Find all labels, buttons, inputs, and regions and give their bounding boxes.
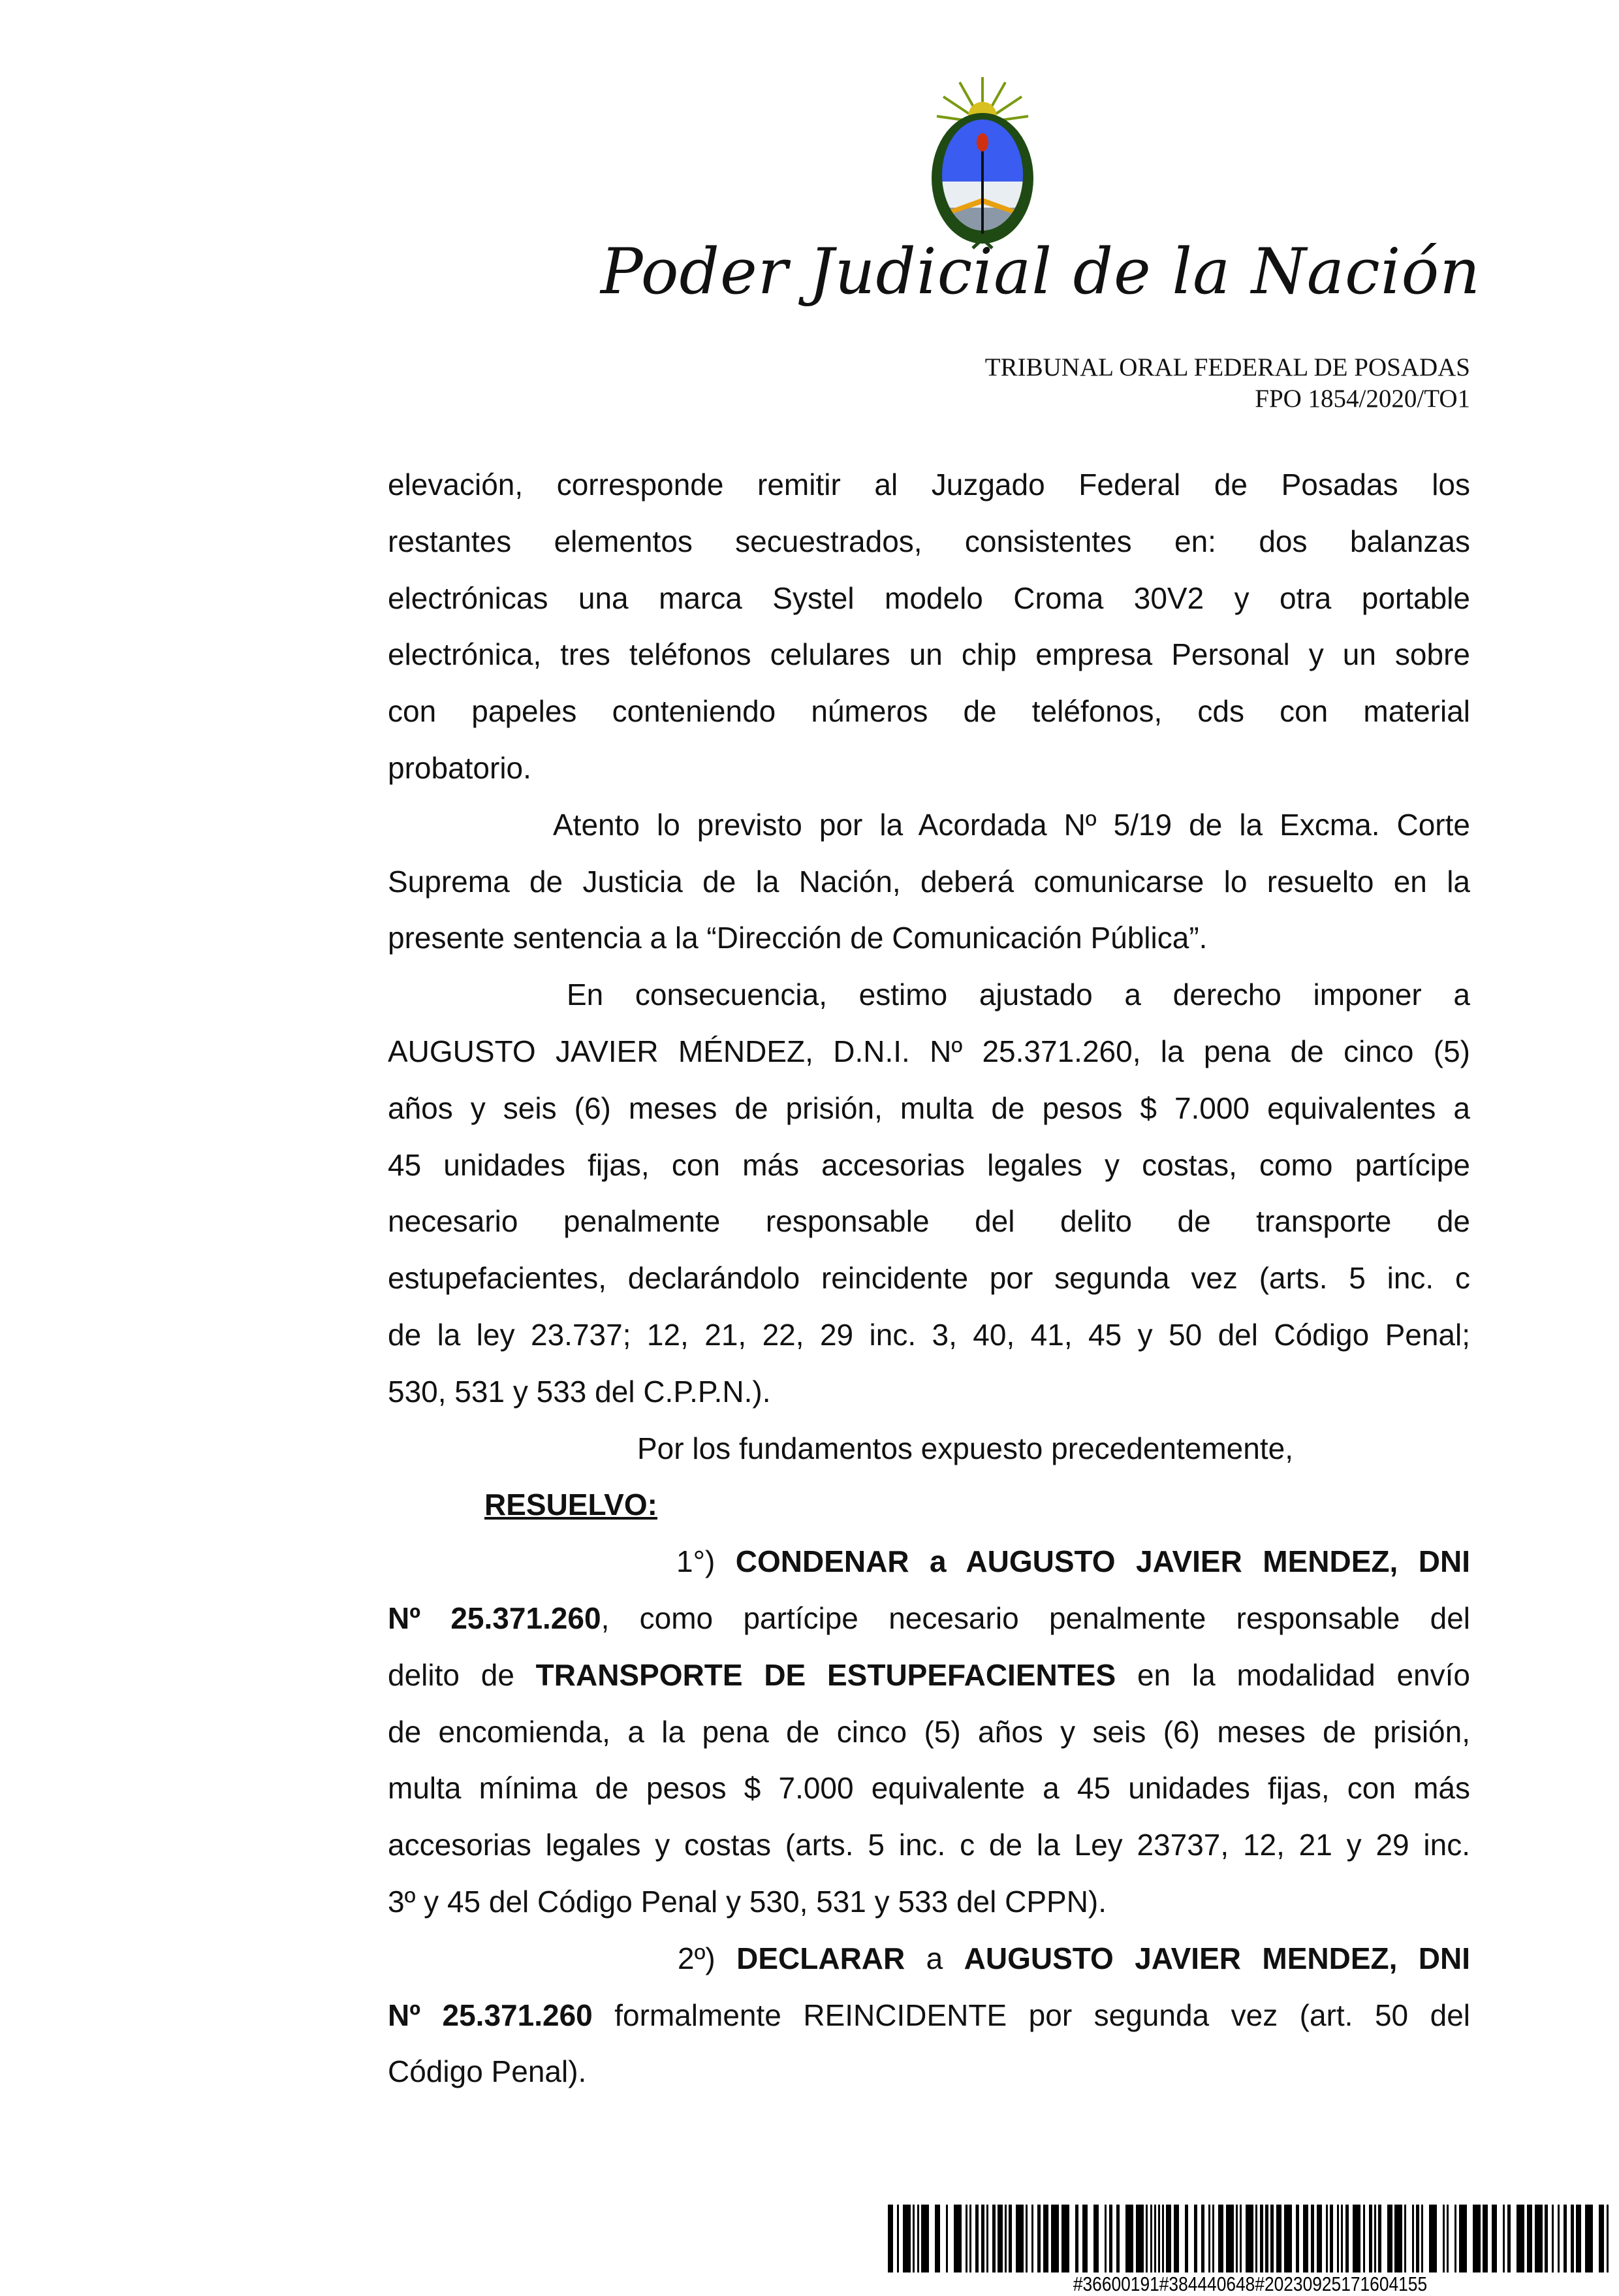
text-segment: años y seis (6) meses de prisión, multa de pesos $ 7.000 equivalentes a [388, 1091, 1470, 1125]
text-segment: en la modalidad envío [1116, 1657, 1471, 1692]
text-segment: estupefacientes, declarándolo reincidente por segunda vez (arts. 5 inc. c [388, 1261, 1470, 1296]
barcode-bar [1255, 2205, 1257, 2272]
barcode-bar [1136, 2205, 1144, 2272]
barcode-bar [1492, 2205, 1497, 2272]
barcode-bar [1212, 2205, 1214, 2272]
barcode-bar [913, 2205, 915, 2272]
text-line [388, 570, 1470, 627]
text-line [388, 910, 1470, 966]
barcode-bar [1416, 2205, 1419, 2272]
argentina-coat-of-arms-icon [920, 77, 1045, 253]
barcode-bar [1105, 2205, 1107, 2272]
barcode-bar [1276, 2205, 1281, 2272]
barcode-bar [1016, 2205, 1024, 2272]
barcode-bar [1246, 2205, 1253, 2272]
barcode-bar [1607, 2205, 1609, 2272]
text-segment: Atento lo previsto por la Acordada Nº 5/19 de la Excma. Corte [553, 807, 1470, 842]
barcode-bar [1317, 2205, 1322, 2272]
barcode-bar [1146, 2205, 1148, 2272]
barcode-bar [1337, 2205, 1339, 2272]
text-line [388, 1476, 1470, 1533]
text-segment: Código Penal). [388, 2054, 587, 2089]
text-segment: a [905, 1941, 964, 1975]
barcode-bar [1330, 2205, 1333, 2272]
document-body [388, 456, 1470, 2100]
barcode-bar [897, 2205, 899, 2272]
barcode-bar [1303, 2205, 1308, 2272]
text-segment: de encomienda, a la pena de cinco (5) años y seis (6) meses de prisión, [388, 1714, 1470, 1749]
text-segment: 530, 531 y 533 del C.P.P.N.). [388, 1374, 771, 1409]
text-segment: Por los fundamentos expuesto precedentemente, [637, 1431, 1293, 1465]
bold-text: TRANSPORTE DE ESTUPEFACIENTES [535, 1657, 1116, 1692]
text-segment: 1°) [676, 1544, 736, 1579]
text-line [388, 1873, 1470, 1930]
barcode-bar [1576, 2205, 1581, 2272]
barcode-bar [975, 2205, 979, 2272]
barcode-bar [981, 2205, 984, 2272]
barcode-bar [946, 2205, 948, 2272]
text-segment: 45 unidades fijas, con más accesorias legales y costas, como partícipe [388, 1147, 1470, 1182]
text-segment: restantes elementos secuestrados, consistentes en: dos balanzas [388, 524, 1470, 558]
barcode-bar [1260, 2205, 1263, 2272]
barcode-bar [1075, 2205, 1078, 2272]
barcode-bar [1311, 2205, 1314, 2272]
text-line [388, 1930, 1470, 1987]
barcode-bar [1296, 2205, 1299, 2272]
text-line [388, 853, 1470, 910]
barcode-bar [1374, 2205, 1376, 2272]
barcode-text: #36600191#384440648#20230925171604155 [1073, 2272, 1428, 2295]
barcode-bar [1082, 2205, 1088, 2272]
barcode-bar [888, 2205, 893, 2272]
text-segment: electrónicas una marca Systel modelo Croma 30V2 y otra portable [388, 581, 1470, 615]
text-line [388, 1704, 1470, 1761]
barcode-bar [1345, 2205, 1349, 2272]
barcode-bar [1226, 2205, 1234, 2272]
text-line [388, 1987, 1470, 2044]
barcode-bar [1473, 2205, 1481, 2272]
barcode-bar [1527, 2205, 1532, 2272]
barcode-icon [885, 2205, 1615, 2272]
text-segment: Suprema de Justicia de la Nación, deberá comunicarse lo resuelto en la [388, 864, 1470, 899]
barcode-bar [1353, 2205, 1360, 2272]
barcode-bar [1387, 2205, 1392, 2272]
institution-logo-text: Poder Judicial de la Nación [601, 235, 1481, 308]
text-segment: 3º y 45 del Código Penal y 530, 531 y 533 del CPPN). [388, 1884, 1107, 1919]
text-line [388, 1250, 1470, 1307]
barcode-bar [1125, 2205, 1133, 2272]
barcode-bar [1517, 2205, 1524, 2272]
bold-text: RESUELVO: [484, 1488, 657, 1522]
text-line [388, 1193, 1470, 1250]
text-segment: probatorio. [388, 750, 531, 785]
barcode-bar [1503, 2205, 1505, 2272]
barcode-bar [1421, 2205, 1423, 2272]
barcode-bar [1571, 2205, 1574, 2272]
barcode-bar [1009, 2205, 1012, 2272]
barcode-bar [903, 2205, 911, 2272]
bold-text: Nº 25.371.260 [388, 1601, 601, 1635]
bold-text: Nº 25.371.260 [388, 1998, 593, 2032]
barcode-bar [921, 2205, 929, 2272]
barcode-bar [1185, 2205, 1188, 2272]
text-line [388, 740, 1470, 797]
text-line [388, 1817, 1470, 1873]
barcode-bar [1369, 2205, 1372, 2272]
barcode-bar [1194, 2205, 1197, 2272]
barcode-bar [1404, 2205, 1406, 2272]
barcode-bar [1154, 2205, 1156, 2272]
text-line [388, 513, 1470, 570]
barcode-bar [1545, 2205, 1548, 2272]
barcode-bar [1061, 2205, 1069, 2272]
text-line [388, 1533, 1470, 1590]
barcode-bar [1326, 2205, 1328, 2272]
barcode-bar [1443, 2205, 1445, 2272]
barcode-bar [1599, 2205, 1604, 2272]
text-line [388, 683, 1470, 740]
barcode-bar [1208, 2205, 1210, 2272]
text-segment: En consecuencia, estimo ajustado a derecho imponer a [567, 978, 1470, 1012]
barcode-bar [1005, 2205, 1007, 2272]
text-segment: electrónica, tres teléfonos celulares un chip empresa Personal y un sobre [388, 637, 1470, 672]
text-segment: 2º) [678, 1941, 737, 1975]
text-segment: de la ley 23.737; 12, 21, 22, 29 inc. 3, 40, 41, 45 y 50 del Código Penal; [388, 1317, 1470, 1352]
text-segment: formalmente REINCIDENTE por segunda vez (art. 50 del [592, 1998, 1470, 2032]
text-line [388, 1647, 1470, 1704]
barcode-bar [1174, 2205, 1179, 2272]
text-line [388, 626, 1470, 683]
barcode-bar [1284, 2205, 1292, 2272]
barcode-bar [1507, 2205, 1511, 2272]
text-segment: necesario penalmente responsable del delito de transporte de [388, 1204, 1470, 1239]
barcode-bar [1240, 2205, 1242, 2272]
text-line [388, 1590, 1470, 1647]
text-segment: elevación, corresponde remitir al Juzgado Federal de Posadas los [388, 468, 1470, 502]
barcode-bar [1447, 2205, 1449, 2272]
barcode-bar [1051, 2205, 1059, 2272]
barcode-bar [954, 2205, 962, 2272]
barcode-bar [1026, 2205, 1028, 2272]
barcode-bar [917, 2205, 919, 2272]
barcode-bar [1043, 2205, 1048, 2272]
text-segment: delito de [388, 1657, 536, 1692]
barcode-bar [1363, 2205, 1365, 2272]
barcode-bar [1093, 2205, 1099, 2272]
case-number: FPO 1854/2020/TO1 [1255, 385, 1470, 413]
barcode-bar [1558, 2205, 1560, 2272]
barcode-bar [1454, 2205, 1456, 2272]
text-line [388, 1080, 1470, 1137]
text-segment: presente sentencia a la “Dirección de Comunicación Pública”. [388, 921, 1208, 955]
barcode-bar [992, 2205, 996, 2272]
barcode-bar [1265, 2205, 1268, 2272]
court-name: TRIBUNAL ORAL FEDERAL DE POSADAS [984, 353, 1470, 381]
text-line [388, 1023, 1470, 1080]
barcode-bar [986, 2205, 988, 2272]
barcode-bar [1429, 2205, 1437, 2272]
text-line [388, 966, 1470, 1023]
text-segment: con papeles conteniendo números de teléfonos, cds con material [388, 694, 1470, 729]
barcode-bar [1341, 2205, 1343, 2272]
text-line [388, 1363, 1470, 1420]
barcode-bar [1270, 2205, 1274, 2272]
barcode-bar [966, 2205, 967, 2272]
text-segment: multa mínima de pesos $ 7.000 equivalente a 45 unidades fijas, con más [388, 1771, 1470, 1806]
barcode-bar [1037, 2205, 1041, 2272]
barcode-bar [1535, 2205, 1543, 2272]
text-line [388, 2043, 1470, 2100]
barcode-bar [1201, 2205, 1204, 2272]
barcode-bar [1109, 2205, 1112, 2272]
barcode-bar [1378, 2205, 1381, 2272]
barcode-bar [1552, 2205, 1554, 2272]
barcode-bar [1162, 2205, 1164, 2272]
text-line [388, 797, 1470, 853]
barcode-bar [1459, 2205, 1467, 2272]
barcode-bar [935, 2205, 940, 2272]
barcode-bar [1031, 2205, 1033, 2272]
barcode-bar [998, 2205, 1003, 2272]
barcode-bar [1150, 2205, 1152, 2272]
text-segment: AUGUSTO JAVIER MÉNDEZ, D.N.I. Nº 25.371.260, la pena de cinco (5) [388, 1034, 1470, 1068]
barcode-bar [969, 2205, 971, 2272]
text-line [388, 1760, 1470, 1817]
text-line [388, 456, 1470, 513]
text-line [388, 1420, 1470, 1477]
barcode-bar [1236, 2205, 1238, 2272]
barcode-bar [1116, 2205, 1120, 2272]
barcode-bar [1564, 2205, 1567, 2272]
barcode-bar [1483, 2205, 1488, 2272]
barcode-bar [1585, 2205, 1593, 2272]
bold-text: CONDENAR a AUGUSTO JAVIER MENDEZ, DNI [735, 1544, 1470, 1579]
barcode-bar [1394, 2205, 1402, 2272]
barcode-bar [1158, 2205, 1160, 2272]
barcode-bar [1166, 2205, 1171, 2272]
text-line [388, 1307, 1470, 1363]
text-segment: , como partícipe necesario penalmente responsable del [601, 1601, 1470, 1635]
barcode-bar [1412, 2205, 1414, 2272]
bold-text: AUGUSTO JAVIER MENDEZ, DNI [964, 1941, 1471, 1975]
text-line [388, 1137, 1470, 1194]
text-segment: accesorias legales y costas (arts. 5 inc. c de la Ley 23737, 12, 21 y 29 inc. [388, 1828, 1470, 1862]
barcode-bar [1218, 2205, 1223, 2272]
bold-text: DECLARAR [736, 1941, 905, 1975]
